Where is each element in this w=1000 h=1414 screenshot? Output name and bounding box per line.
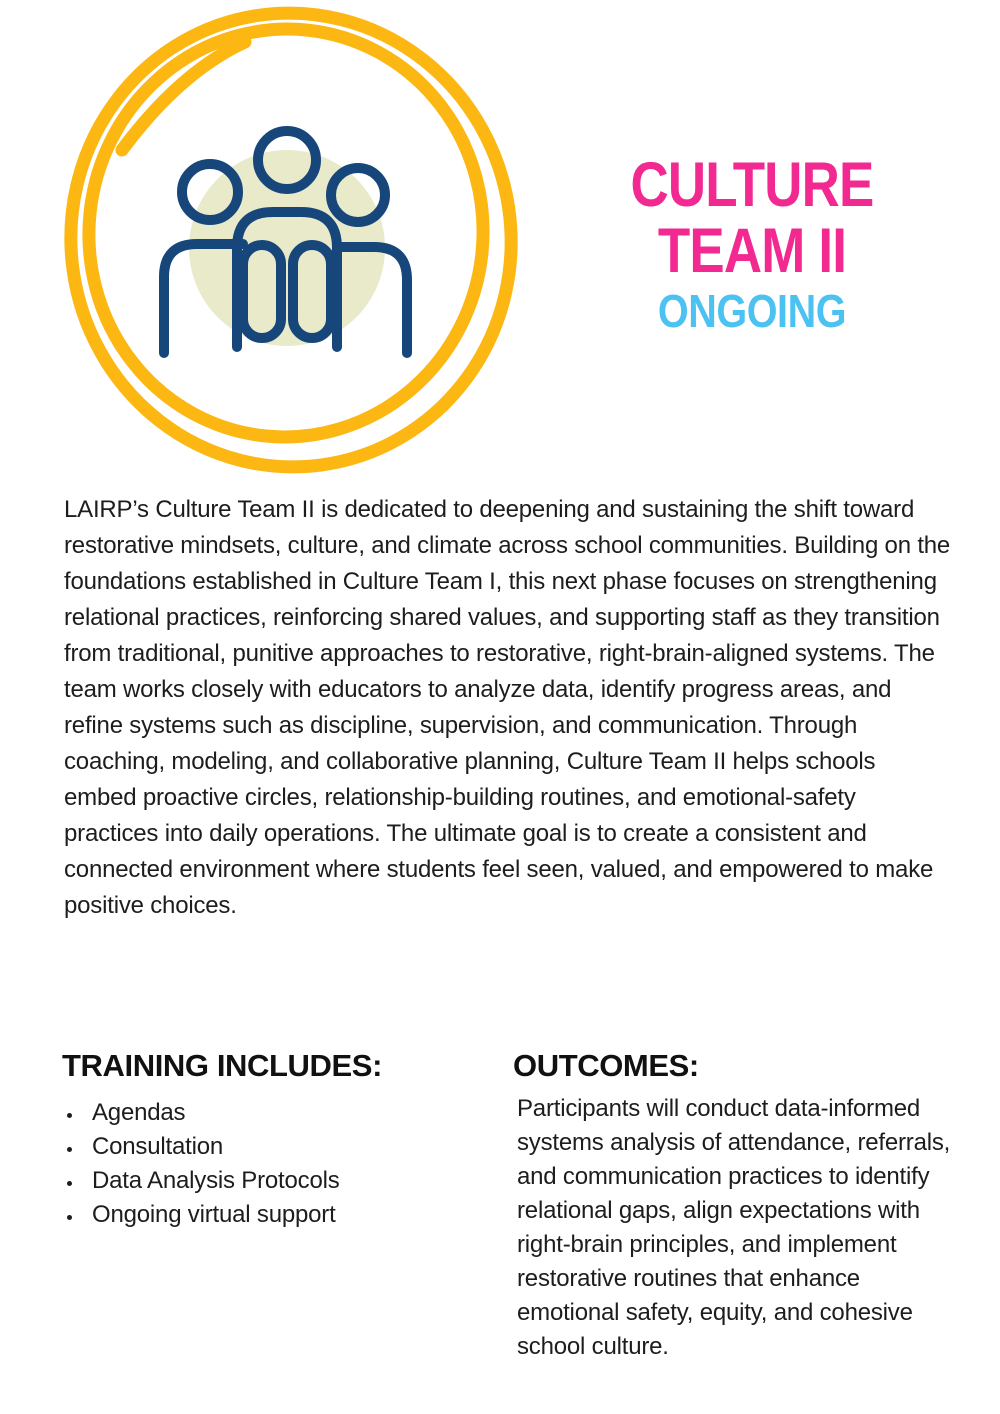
outcomes-heading: OUTCOMES:: [513, 1048, 699, 1083]
page-title-line-1: CULTURE: [630, 150, 874, 220]
page-subtitle: ONGOING: [657, 285, 847, 337]
people-group-icon: [60, 0, 520, 480]
description-paragraph: LAIRP’s Culture Team II is dedicated to deepening and sustaining the shift toward restorative mindsets, culture, and climate across school communities. Building on the foundations established in Culture Team I, this next phase focuses on strengthening relational practices, reinforcing shared values, and supporting staff as they transition from traditional, punitive approaches to restorative, right-brain-aligned systems. The team works closely with educators to analyze data, identify progress areas, and refine systems such as discipline, supervision, and communication. Through coaching, modeling, and collaborative planning, Culture Team II helps schools embed proactive circles, relationship-building routines, and emotional-safety practices into daily operations. The ultimate goal is to create a consistent and connected environment where students feel seen, valued, and empowered to make positive choices.: [64, 496, 951, 919]
list-item: • Ongoing virtual support: [84, 1198, 492, 1232]
people-group-icon-svg: [60, 0, 520, 480]
list-item: • Data Analysis Protocols: [84, 1164, 492, 1198]
list-item: • Consultation: [84, 1130, 492, 1164]
training-includes-heading: TRAINING INCLUDES:: [62, 1048, 383, 1083]
title-block: [540, 152, 964, 337]
outcomes-paragraph: Participants will conduct data-informed systems analysis of attendance, referrals, and communication practices to identify relational gaps, align expectations with right-brain principles, and implement restorative routines that enhance emotional safety, equity, and cohesive school culture.: [517, 1095, 951, 1360]
training-includes-section: [62, 1048, 492, 1232]
list-item: • Agendas: [84, 1096, 492, 1130]
training-includes-list: [84, 1096, 492, 1232]
page-title-line-2: TEAM II: [657, 216, 847, 286]
outcomes-section: [513, 1048, 959, 1364]
